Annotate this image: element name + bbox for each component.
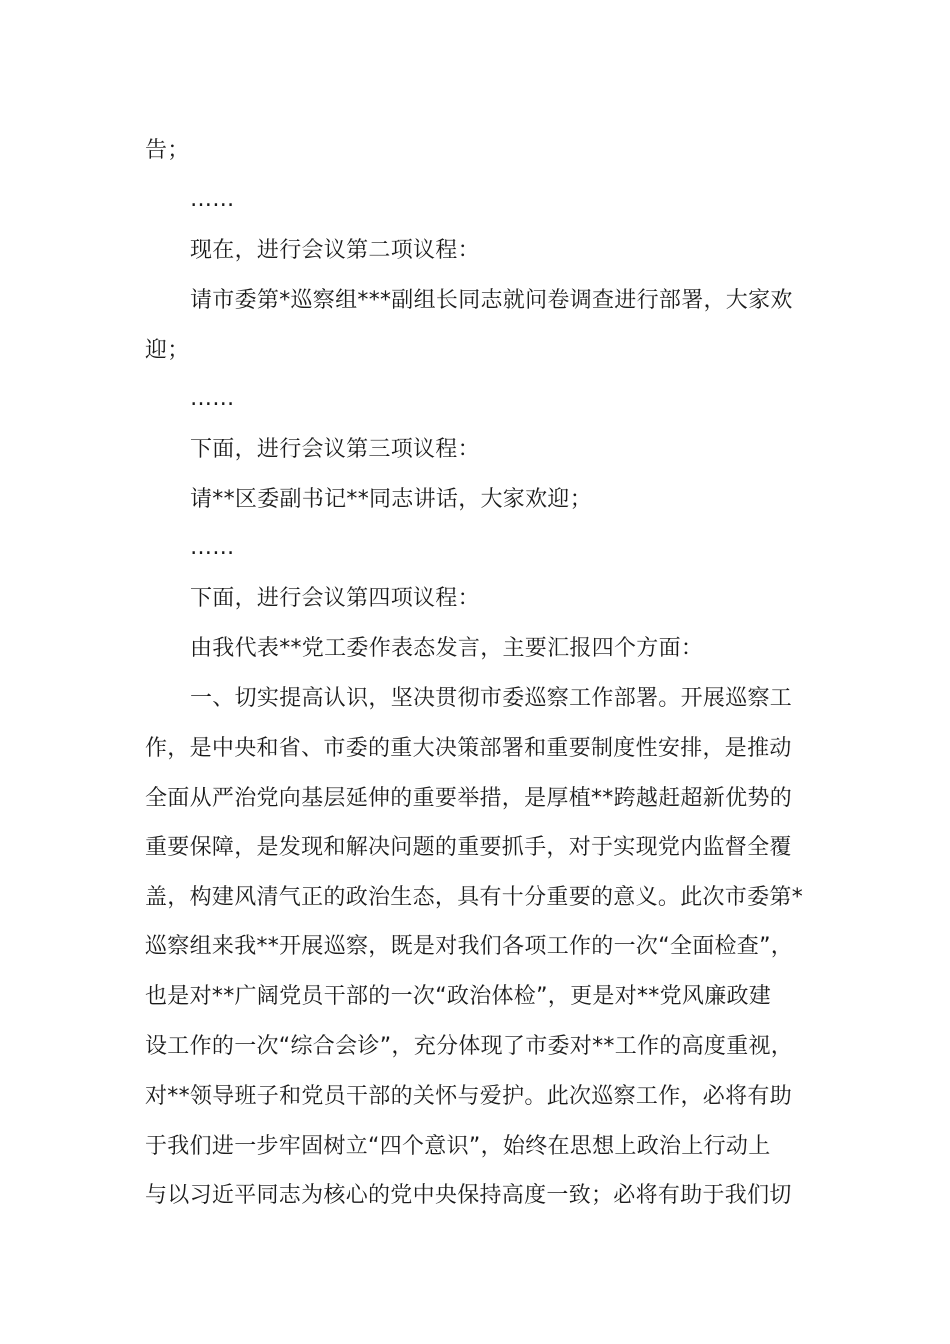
text-line: 由我代表**党工委作表态发言，主要汇报四个方面： bbox=[190, 636, 704, 661]
ellipsis-line: …… bbox=[190, 535, 235, 560]
text-line: 于我们进一步牢固树立“四个意识”，始终在思想上政治上行动上 bbox=[145, 1134, 771, 1159]
text-line: 设工作的一次“综合会诊”，充分体现了市委对**工作的高度重视， bbox=[145, 1034, 794, 1059]
text-line: 对**领导班子和党员干部的关怀与爱护。此次巡察工作，必将有助 bbox=[145, 1084, 793, 1109]
text-line: 请市委第*巡察组***副组长同志就问卷调查进行部署，大家欢 bbox=[190, 288, 793, 313]
text-line: 告； bbox=[145, 138, 190, 163]
agenda-heading: 现在，进行会议第二项议程： bbox=[190, 238, 480, 263]
text-line: 盖，构建风清气正的政治生态，具有十分重要的意义。此次市委第* bbox=[145, 885, 804, 910]
section-heading-line: 一、切实提高认识，坚决贯彻市委巡察工作部署。开展巡察工 bbox=[190, 686, 793, 711]
text-line: 作，是中央和省、市委的重大决策部署和重要制度性安排，是推动 bbox=[145, 736, 792, 761]
agenda-heading: 下面，进行会议第三项议程： bbox=[190, 437, 480, 462]
text-line: 重要保障，是发现和解决问题的重要抓手，对于实现党内监督全覆 bbox=[145, 835, 792, 860]
text-line: 也是对**广阔党员干部的一次“政治体检”，更是对**党风廉政建 bbox=[145, 984, 772, 1009]
text-line: 请**区委副书记**同志讲话，大家欢迎； bbox=[190, 487, 593, 512]
ellipsis-line: …… bbox=[190, 386, 235, 411]
text-line: 全面从严治党向基层延伸的重要举措，是厚植**跨越赶超新优势的 bbox=[145, 786, 793, 811]
text-line: 迎； bbox=[145, 338, 190, 363]
text-line: 巡察组来我**开展巡察，既是对我们各项工作的一次“全面检查”， bbox=[145, 934, 794, 959]
ellipsis-line: …… bbox=[190, 187, 235, 212]
text-line: 与以习近平同志为核心的党中央保持高度一致；必将有助于我们切 bbox=[145, 1183, 792, 1208]
agenda-heading: 下面，进行会议第四项议程： bbox=[190, 586, 480, 611]
